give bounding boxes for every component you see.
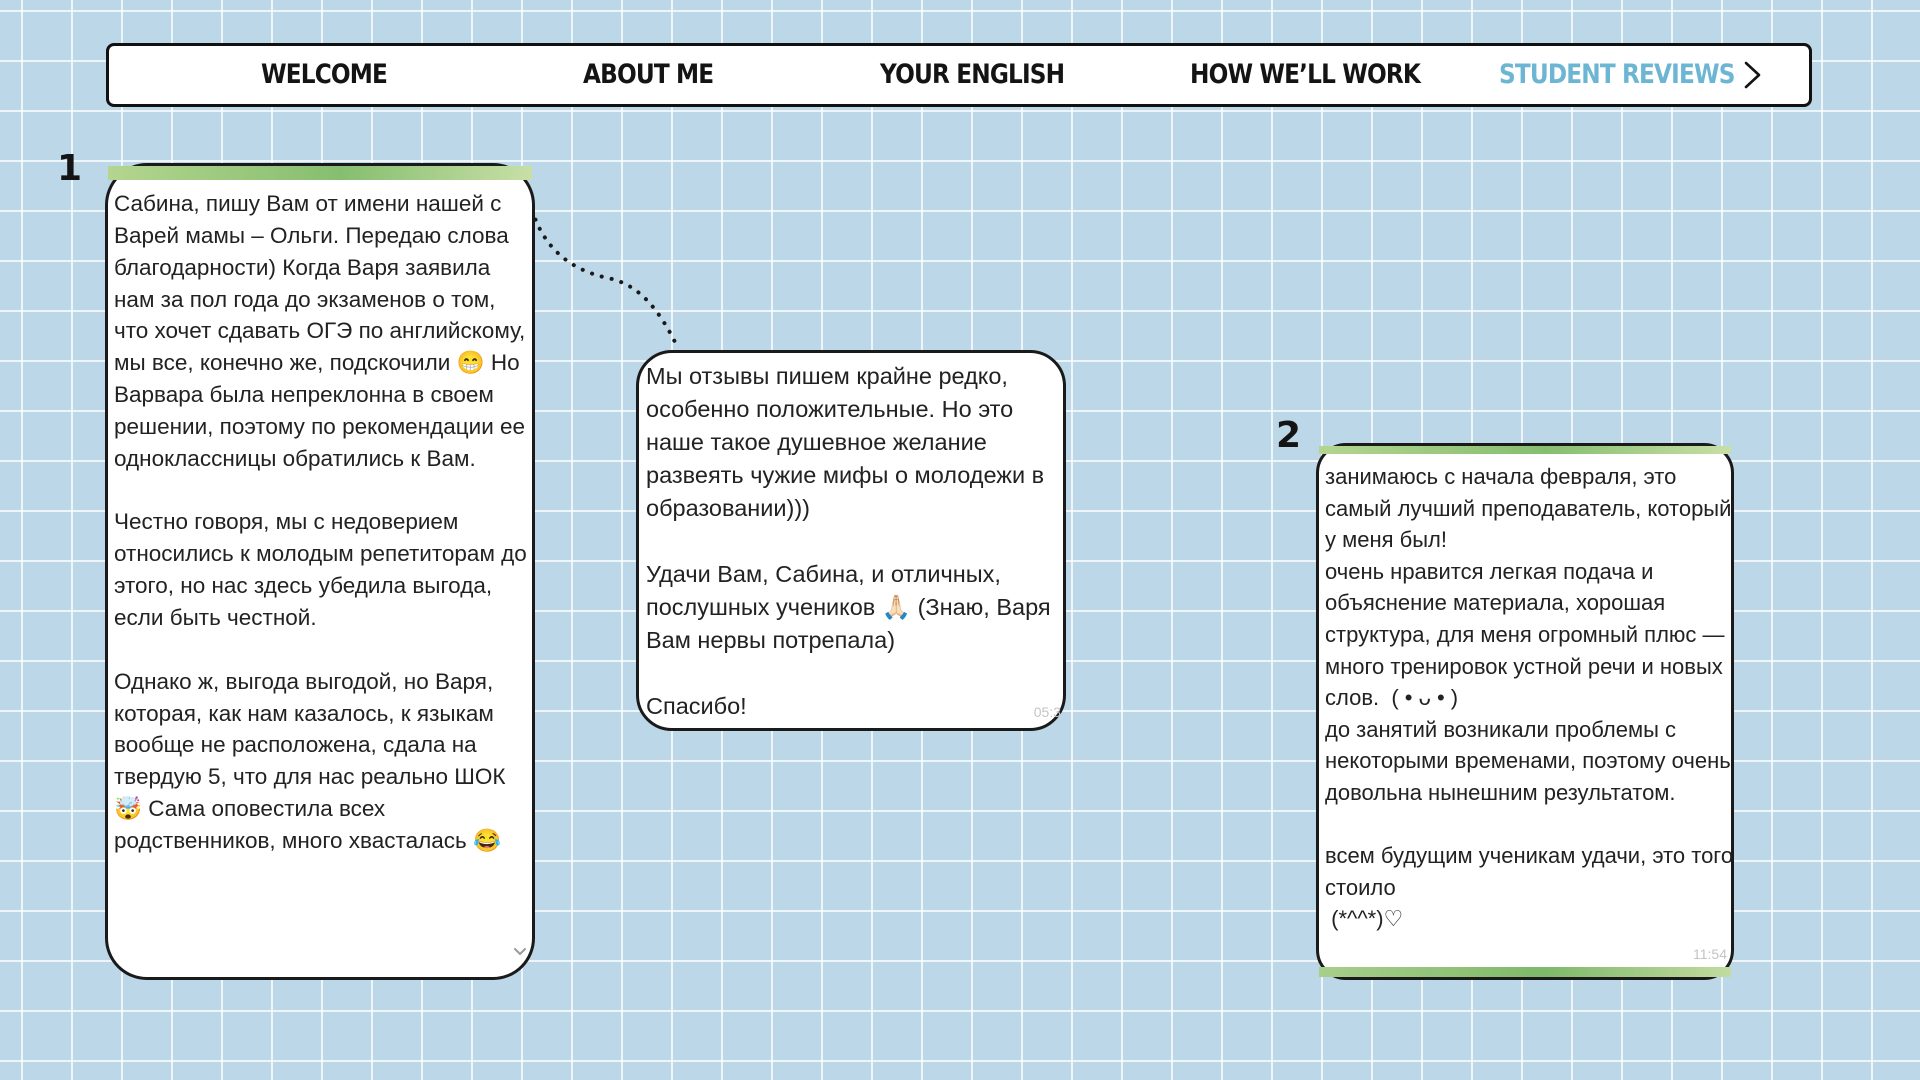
message-timestamp: 11:54 bbox=[1693, 946, 1727, 962]
chat-header-strip bbox=[1319, 446, 1731, 454]
chat-header-strip bbox=[108, 166, 532, 180]
review-text: Сабина, пишу Вам от имени нашей с Варей мамы – Ольги. Передаю слова благодарности) Когда Варя заявила нам за пол года до экзаменов о том, что хочет сдавать ОГЭ по английскому, мы все, конечно же, подскочили 😁 Но Варвара была непреклонна в своем решении, поэтому по рекомендации ее одноклассницы обратились к Вам. Честно говоря, мы с недоверием относились к молодым репетиторам до этого, но нас здесь убедила выгода, если быть честной. Однако ж, выгода выгодой, но Варя, которая, как нам казалось, к языкам вообще не расположена, сдала на твердую 5, что для нас реально ШОК 🤯 Сама оповестила всех родственников, много хвасталась 😂 bbox=[114, 191, 527, 853]
top-nav bbox=[106, 43, 1812, 107]
message-timestamp: 05:3 bbox=[1033, 704, 1061, 720]
chat-footer-strip bbox=[1319, 967, 1731, 977]
step-number-2: 2 bbox=[1276, 415, 1302, 456]
review-card-1 bbox=[105, 163, 535, 980]
step-number-1: 1 bbox=[57, 148, 83, 189]
review-card-2 bbox=[636, 350, 1066, 731]
nav-tab-student-reviews[interactable]: STUDENT REVIEWS bbox=[1499, 59, 1735, 90]
nav-tab-about-me[interactable]: ABOUT ME bbox=[583, 59, 714, 90]
review-text: Мы отзывы пишем крайне редко, особенно положительные. Но это наше такое душевное желание развеять чужие мифы о молодежи в образовании))) Удачи Вам, Сабина, и отличных, послушных учеников 🙏🏻 (Знаю, Варя Вам нервы потрепала) Спасибо! bbox=[646, 363, 1051, 719]
nav-tab-welcome[interactable]: WELCOME bbox=[261, 59, 388, 90]
review-text: занимаюсь с начала февраля, это самый лучший преподаватель, который у меня был! очень нравится легкая подача и объяснение материала, хорошая структура, для меня огромный плюс — много тренировок устной речи и новых слов. ( • ᴗ • ) до занятий возникали проблемы с некоторыми временами, поэтому очень довольна нынешним результатом. всем будущим ученикам удачи, это того стоило (*^^*)♡ bbox=[1325, 464, 1734, 932]
chevron-right-icon[interactable] bbox=[1737, 60, 1767, 90]
chevron-down-icon bbox=[512, 944, 528, 960]
nav-tab-how-well-work[interactable]: HOW WE’LL WORK bbox=[1190, 59, 1421, 90]
dotted-connector bbox=[530, 208, 680, 348]
review-card-3 bbox=[1316, 443, 1734, 980]
nav-tab-your-english[interactable]: YOUR ENGLISH bbox=[880, 59, 1065, 90]
